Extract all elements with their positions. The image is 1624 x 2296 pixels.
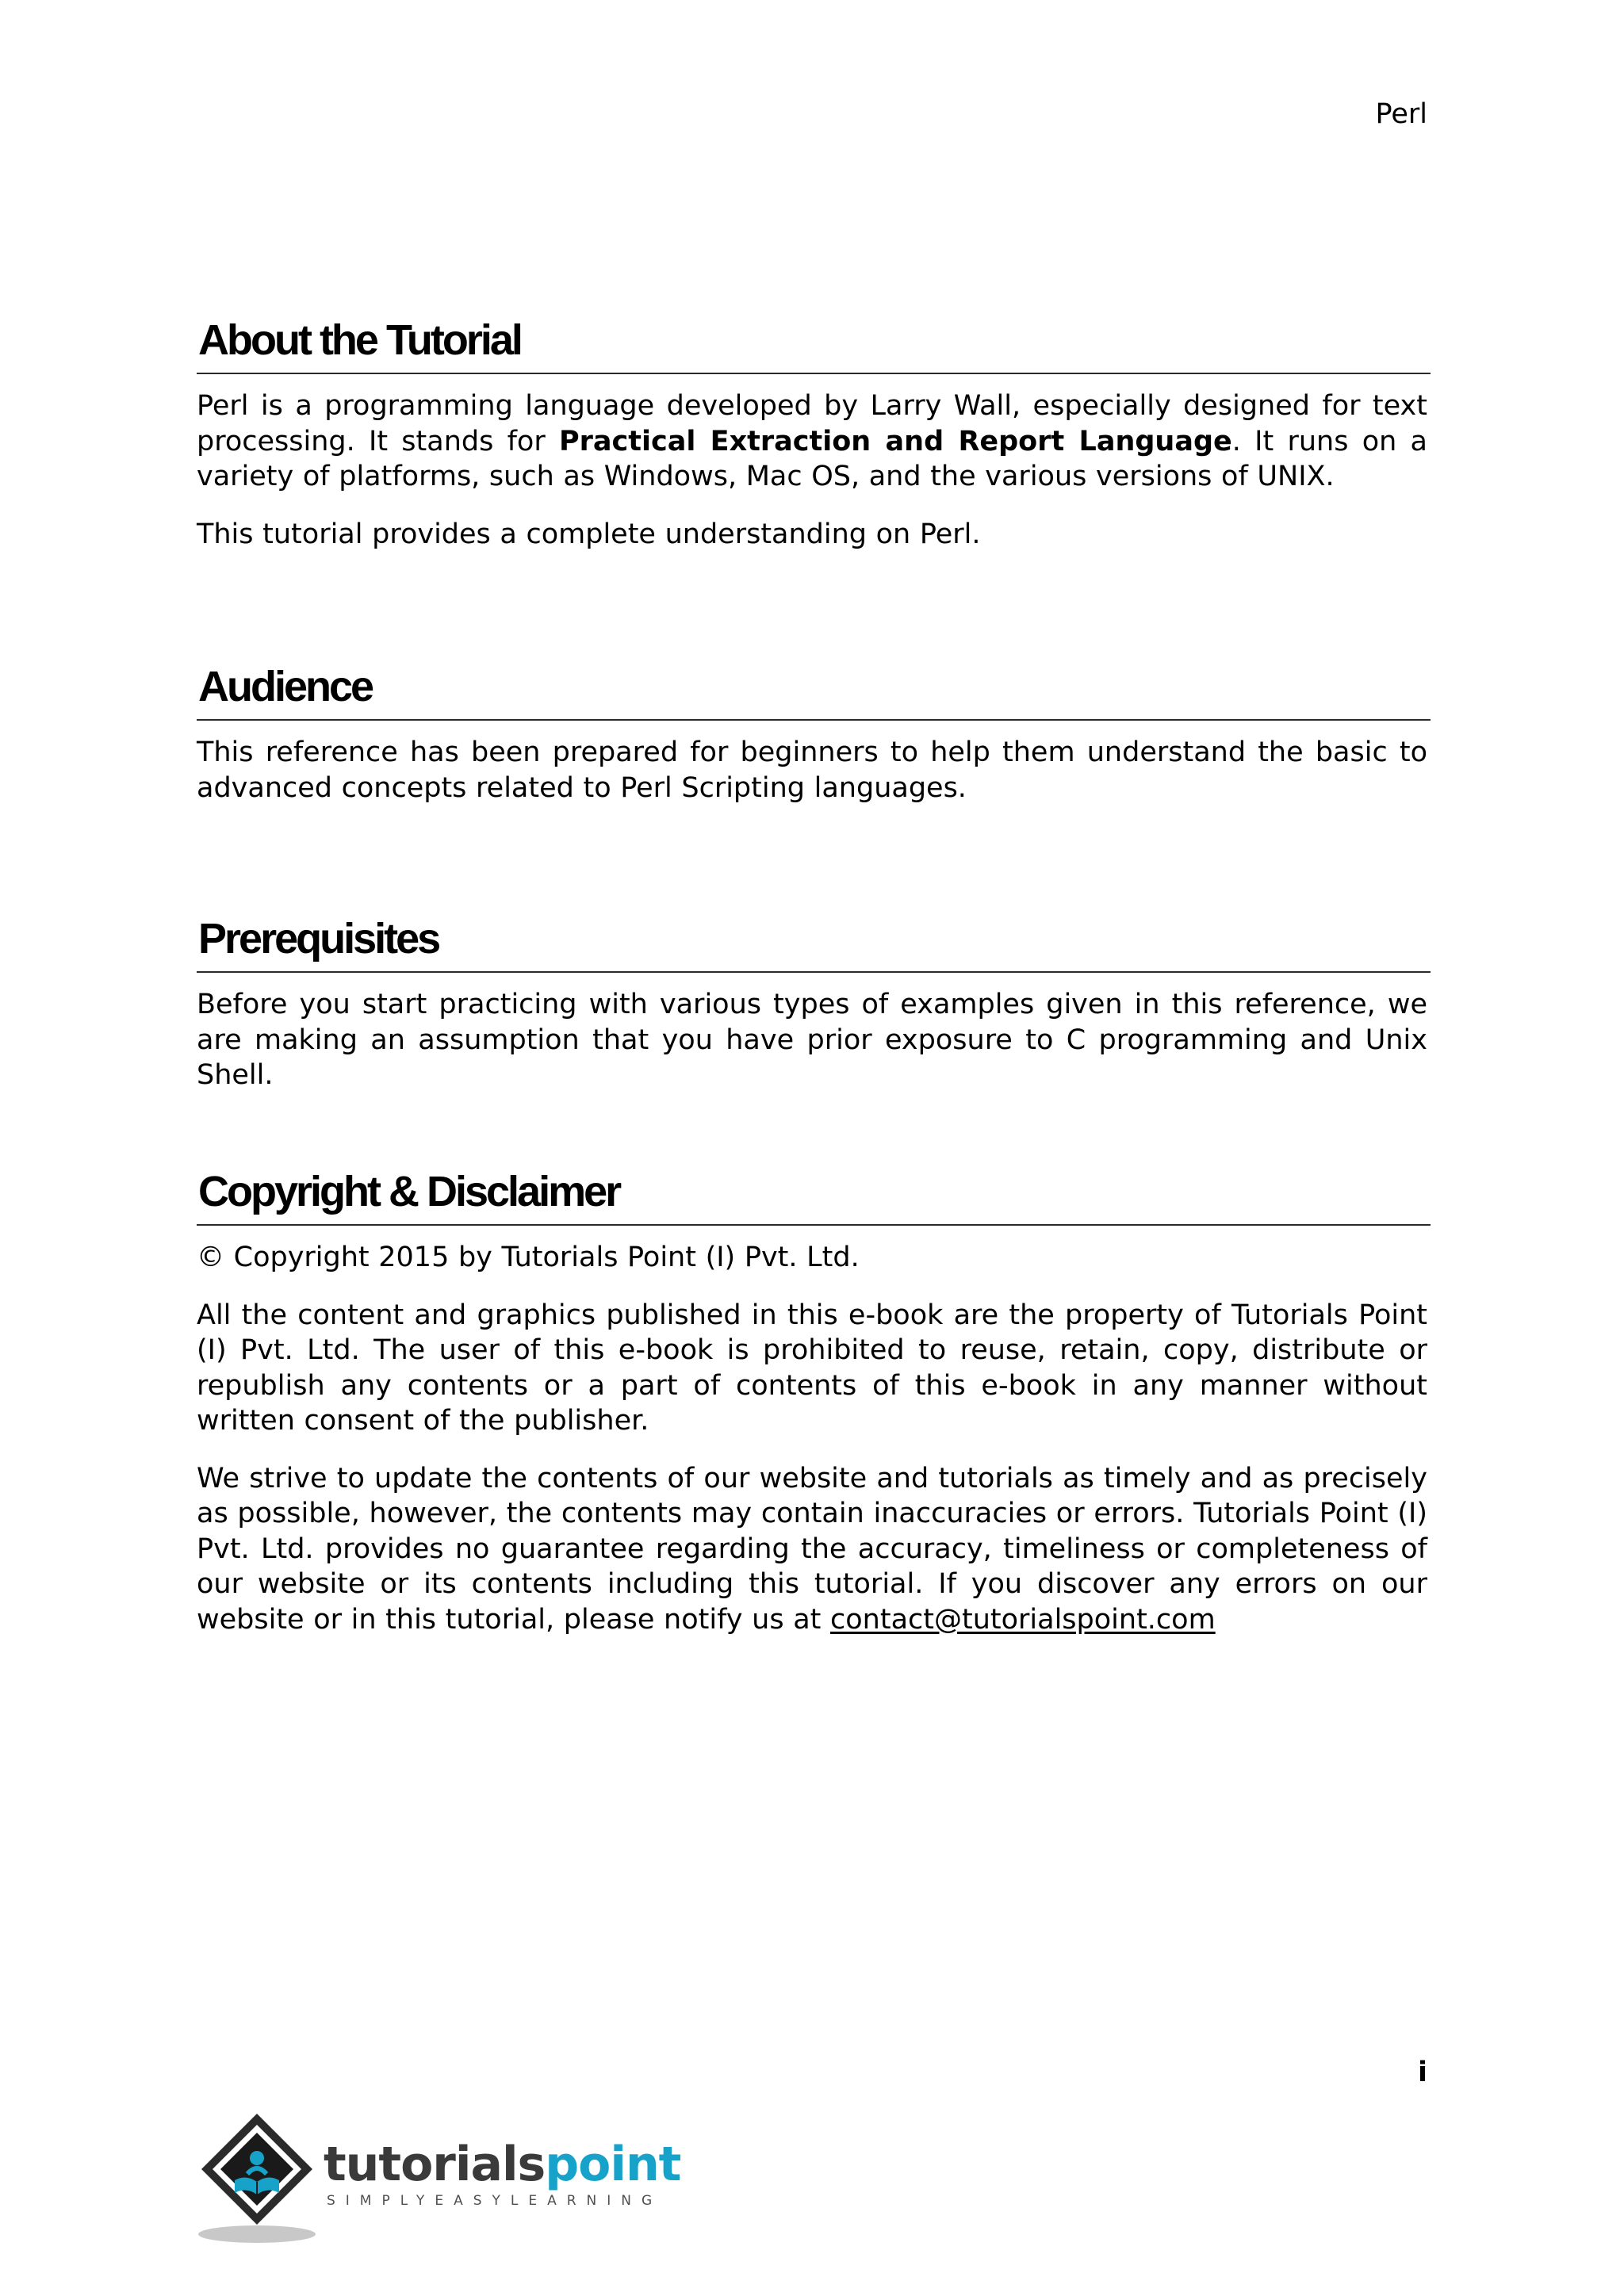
section-body [197, 721, 1427, 806]
logo-tagline: SIMPLYEASYLEARNING [327, 2193, 663, 2209]
paragraph: All the content and graphics published in this e-book are the property of Tutorials Point (I) Pvt. Ltd. The user of this e-book is prohibited to reuse, retain, copy, distribute or republish any contents or a part of contents of this e-book in any manner without written consent of the publisher. [197, 1299, 1427, 1437]
paragraph: Before you start practicing with various types of examples given in this reference, we are making an assumption that you have prior exposure to C programming and Unix Shell. [197, 989, 1427, 1091]
paragraph: This tutorial provides a complete understanding on Perl. [197, 518, 981, 550]
section-copyright-disclaimer [197, 1165, 1431, 1637]
section-audience [197, 660, 1431, 806]
copyright-line: © Copyright 2015 by Tutorials Point (I) Pvt. Ltd. [197, 1242, 860, 1273]
paragraph: This reference has been prepared for beginners to help them understand the basic to advanced concepts related to Perl Scripting languages. [197, 737, 1427, 804]
page-number: i [1418, 2057, 1427, 2088]
section-title: Prerequisites [197, 913, 1431, 973]
section-body [197, 1226, 1427, 1637]
section-title: Copyright & Disclaimer [197, 1165, 1431, 1226]
paragraph [197, 1461, 1427, 1638]
section-title: Audience [197, 660, 1431, 721]
logo-wordmark-part2: point [545, 2137, 681, 2192]
text-run: . It runs on a variety of platforms, such as Windows, Mac OS, and the various versions of UNIX. [197, 425, 1427, 492]
section-body [197, 973, 1427, 1093]
paragraph [197, 388, 1427, 495]
section-body [197, 374, 1427, 552]
running-header: Perl [1375, 98, 1427, 130]
section-about-the-tutorial [197, 314, 1431, 552]
contact-email-link[interactable]: contact@tutorialspoint.com [830, 1603, 1216, 1636]
section-title: About the Tutorial [197, 314, 1431, 374]
tutorialspoint-logo [193, 2107, 681, 2250]
tutorialspoint-diamond-reader-icon [193, 2107, 328, 2250]
text-run: Perl is a programming language developed by Larry Wall, especially designed for text processing. It stands for [197, 390, 1427, 457]
logo-wordmark-part1: tutorials [324, 2137, 546, 2192]
bold-phrase: Practical Extraction and Report Language [559, 425, 1232, 457]
text-run: We strive to update the contents of our website and tutorials as timely and as precisely as possible, however, the contents may contain inaccuracies or errors. Tutorials Point (I) Pvt. Ltd. provides no guarantee regarding the accuracy, timeliness or completeness of our website or its contents including this tutorial. If you discover any errors on our website or in this tutorial, please notify us at [197, 1462, 1427, 1636]
section-prerequisites [197, 913, 1431, 1093]
logo-wordmark [324, 2137, 680, 2191]
